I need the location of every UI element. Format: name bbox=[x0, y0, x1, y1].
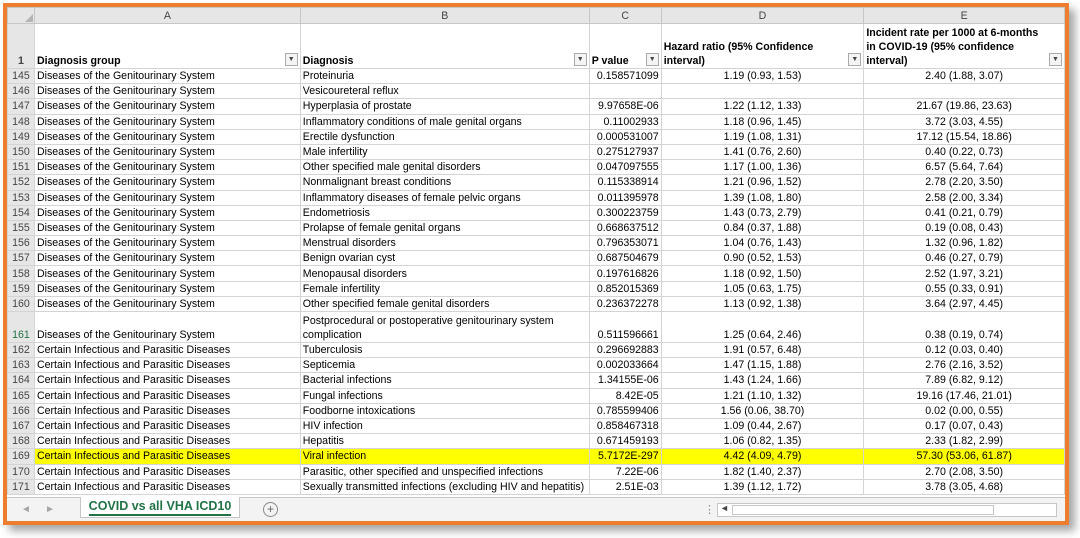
row-number[interactable]: 169 bbox=[8, 449, 35, 464]
header-cell-diagnosis-group[interactable] bbox=[34, 24, 300, 69]
cell-p-value[interactable]: 0.511596661 bbox=[589, 312, 661, 343]
cell-hazard-ratio[interactable]: 1.82 (1.40, 2.37) bbox=[661, 464, 864, 479]
row-number[interactable]: 157 bbox=[8, 251, 35, 266]
cell-hazard-ratio[interactable]: 1.19 (0.93, 1.53) bbox=[661, 69, 864, 84]
cell-hazard-ratio[interactable]: 1.39 (1.12, 1.72) bbox=[661, 479, 864, 494]
row-number[interactable]: 155 bbox=[8, 220, 35, 235]
cell-p-value[interactable]: 7.22E-06 bbox=[589, 464, 661, 479]
cell-p-value[interactable]: 0.002033664 bbox=[589, 358, 661, 373]
cell-p-value[interactable]: 0.300223759 bbox=[589, 205, 661, 220]
header-cell-incident-rate[interactable] bbox=[864, 24, 1065, 69]
cell-diagnosis[interactable]: Inflammatory diseases of female pelvic organs bbox=[300, 190, 589, 205]
cell-diagnosis[interactable]: Tuberculosis bbox=[300, 343, 589, 358]
filter-dropdown-icon[interactable]: ▼ bbox=[848, 53, 861, 66]
cell-p-value[interactable]: 0.785599406 bbox=[589, 403, 661, 418]
cell-diagnosis[interactable]: Nonmalignant breast conditions bbox=[300, 175, 589, 190]
cell-diagnosis[interactable]: Other specified male genital disorders bbox=[300, 160, 589, 175]
cell-incident-rate[interactable]: 2.33 (1.82, 2.99) bbox=[864, 434, 1065, 449]
cell-incident-rate[interactable]: 17.12 (15.54, 18.86) bbox=[864, 129, 1065, 144]
cell-diagnosis[interactable]: Septicemia bbox=[300, 358, 589, 373]
header-cell-p-value[interactable] bbox=[589, 24, 661, 69]
row-number[interactable]: 153 bbox=[8, 190, 35, 205]
table-row bbox=[8, 160, 1065, 175]
cell-p-value[interactable]: 0.000531007 bbox=[589, 129, 661, 144]
cell-diagnosis[interactable]: Other specified female genital disorders bbox=[300, 296, 589, 311]
cell-hazard-ratio[interactable]: 0.90 (0.52, 1.53) bbox=[661, 251, 864, 266]
row-number[interactable]: 165 bbox=[8, 388, 35, 403]
cell-incident-rate[interactable]: 2.70 (2.08, 3.50) bbox=[864, 464, 1065, 479]
cell-hazard-ratio[interactable]: 1.05 (0.63, 1.75) bbox=[661, 281, 864, 296]
row-number[interactable]: 156 bbox=[8, 236, 35, 251]
cell-incident-rate[interactable]: 0.46 (0.27, 0.79) bbox=[864, 251, 1065, 266]
cell-diagnosis-group[interactable]: Diseases of the Genitourinary System bbox=[34, 296, 300, 311]
cell-diagnosis-group[interactable]: Certain Infectious and Parasitic Diseases bbox=[34, 434, 300, 449]
cell-hazard-ratio[interactable]: 1.39 (1.08, 1.80) bbox=[661, 190, 864, 205]
cell-diagnosis-group[interactable]: Diseases of the Genitourinary System bbox=[34, 266, 300, 281]
cell-diagnosis[interactable]: Postprocedural or postoperative genitourinary system complication bbox=[300, 312, 589, 343]
cell-diagnosis-group[interactable]: Diseases of the Genitourinary System bbox=[34, 220, 300, 235]
cell-diagnosis-group[interactable]: Certain Infectious and Parasitic Diseases bbox=[34, 358, 300, 373]
cell-diagnosis[interactable]: Hyperplasia of prostate bbox=[300, 99, 589, 114]
cell-incident-rate[interactable] bbox=[864, 84, 1065, 99]
cell-diagnosis-group[interactable]: Diseases of the Genitourinary System bbox=[34, 160, 300, 175]
row-number[interactable]: 168 bbox=[8, 434, 35, 449]
cell-hazard-ratio[interactable]: 1.09 (0.44, 2.67) bbox=[661, 418, 864, 433]
cell-hazard-ratio[interactable]: 1.56 (0.06, 38.70) bbox=[661, 403, 864, 418]
table-row bbox=[8, 205, 1065, 220]
cell-hazard-ratio[interactable]: 1.18 (0.92, 1.50) bbox=[661, 266, 864, 281]
row-number[interactable]: 167 bbox=[8, 418, 35, 433]
row-number[interactable]: 171 bbox=[8, 479, 35, 494]
row-number[interactable]: 166 bbox=[8, 403, 35, 418]
cell-diagnosis-group[interactable]: Diseases of the Genitourinary System bbox=[34, 99, 300, 114]
cell-diagnosis[interactable]: Erectile dysfunction bbox=[300, 129, 589, 144]
cell-diagnosis[interactable]: Menstrual disorders bbox=[300, 236, 589, 251]
row-number[interactable]: 151 bbox=[8, 160, 35, 175]
cell-diagnosis[interactable]: Parasitic, other specified and unspecified infections bbox=[300, 464, 589, 479]
table-row bbox=[8, 190, 1065, 205]
row-number[interactable]: 1 bbox=[8, 24, 35, 69]
table-row bbox=[8, 479, 1065, 494]
cell-incident-rate[interactable]: 3.72 (3.03, 4.55) bbox=[864, 114, 1065, 129]
cell-p-value[interactable]: 0.11002933 bbox=[589, 114, 661, 129]
cell-diagnosis-group[interactable]: Diseases of the Genitourinary System bbox=[34, 281, 300, 296]
cell-diagnosis[interactable]: Sexually transmitted infections (excluding HIV and hepatitis) bbox=[300, 479, 589, 494]
cell-p-value[interactable]: 0.796353071 bbox=[589, 236, 661, 251]
cell-diagnosis[interactable]: Male infertility bbox=[300, 144, 589, 159]
cell-p-value[interactable]: 2.51E-03 bbox=[589, 479, 661, 494]
row-number[interactable]: 163 bbox=[8, 358, 35, 373]
cell-diagnosis-group[interactable]: Diseases of the Genitourinary System bbox=[34, 190, 300, 205]
row-number[interactable]: 162 bbox=[8, 343, 35, 358]
cell-hazard-ratio[interactable]: 1.18 (0.96, 1.45) bbox=[661, 114, 864, 129]
cell-diagnosis[interactable]: Inflammatory conditions of male genital organs bbox=[300, 114, 589, 129]
horizontal-scrollbar[interactable] bbox=[717, 503, 1057, 517]
row-number[interactable]: 147 bbox=[8, 99, 35, 114]
cell-incident-rate[interactable]: 2.76 (2.16, 3.52) bbox=[864, 358, 1065, 373]
table-row bbox=[8, 312, 1065, 343]
cell-incident-rate[interactable]: 2.52 (1.97, 3.21) bbox=[864, 266, 1065, 281]
cell-diagnosis[interactable]: Prolapse of female genital organs bbox=[300, 220, 589, 235]
cell-incident-rate[interactable]: 19.16 (17.46, 21.01) bbox=[864, 388, 1065, 403]
row-number[interactable]: 150 bbox=[8, 144, 35, 159]
cell-p-value[interactable]: 0.275127937 bbox=[589, 144, 661, 159]
table-row bbox=[8, 144, 1065, 159]
row-number[interactable]: 145 bbox=[8, 69, 35, 84]
table-row bbox=[8, 129, 1065, 144]
header-label: Hazard ratio (95% Confidence interval) bbox=[663, 41, 814, 67]
cell-diagnosis-group[interactable]: Diseases of the Genitourinary System bbox=[34, 129, 300, 144]
cell-diagnosis-group[interactable]: Certain Infectious and Parasitic Diseases bbox=[34, 464, 300, 479]
filter-dropdown-icon[interactable]: ▼ bbox=[1049, 53, 1062, 66]
filter-dropdown-icon[interactable]: ▼ bbox=[285, 53, 298, 66]
cell-hazard-ratio[interactable]: 1.91 (0.57, 6.48) bbox=[661, 343, 864, 358]
cell-incident-rate[interactable]: 0.12 (0.03, 0.40) bbox=[864, 343, 1065, 358]
cell-diagnosis-group[interactable]: Certain Infectious and Parasitic Diseases bbox=[34, 388, 300, 403]
cell-p-value[interactable] bbox=[589, 84, 661, 99]
table-row bbox=[8, 296, 1065, 311]
cell-diagnosis-group[interactable]: Diseases of the Genitourinary System bbox=[34, 69, 300, 84]
cell-incident-rate[interactable]: 0.38 (0.19, 0.74) bbox=[864, 312, 1065, 343]
cell-p-value[interactable]: 0.687504679 bbox=[589, 251, 661, 266]
cell-diagnosis[interactable]: Bacterial infections bbox=[300, 373, 589, 388]
header-label: P value bbox=[591, 55, 629, 67]
cell-hazard-ratio[interactable]: 1.17 (1.00, 1.36) bbox=[661, 160, 864, 175]
cell-p-value[interactable]: 0.296692883 bbox=[589, 343, 661, 358]
cell-p-value[interactable]: 9.97658E-06 bbox=[589, 99, 661, 114]
cell-diagnosis-group[interactable]: Diseases of the Genitourinary System bbox=[34, 251, 300, 266]
cell-diagnosis[interactable]: Foodborne intoxications bbox=[300, 403, 589, 418]
cell-incident-rate[interactable]: 0.17 (0.07, 0.43) bbox=[864, 418, 1065, 433]
table-row bbox=[8, 449, 1065, 464]
header-label: Diagnosis bbox=[302, 55, 354, 67]
cell-diagnosis[interactable]: Fungal infections bbox=[300, 388, 589, 403]
cell-hazard-ratio[interactable]: 1.22 (1.12, 1.33) bbox=[661, 99, 864, 114]
cell-p-value[interactable]: 8.42E-05 bbox=[589, 388, 661, 403]
select-all-corner[interactable] bbox=[8, 8, 35, 24]
cell-incident-rate[interactable]: 3.78 (3.05, 4.68) bbox=[864, 479, 1065, 494]
cell-p-value[interactable]: 0.197616826 bbox=[589, 266, 661, 281]
table-row bbox=[8, 84, 1065, 99]
cell-diagnosis[interactable]: Hepatitis bbox=[300, 434, 589, 449]
cell-incident-rate[interactable]: 21.67 (19.86, 23.63) bbox=[864, 99, 1065, 114]
row-number[interactable]: 170 bbox=[8, 464, 35, 479]
cell-p-value[interactable]: 5.7172E-297 bbox=[589, 449, 661, 464]
cell-p-value[interactable]: 0.858467318 bbox=[589, 418, 661, 433]
table-row bbox=[8, 99, 1065, 114]
cell-incident-rate[interactable]: 2.78 (2.20, 3.50) bbox=[864, 175, 1065, 190]
row-number[interactable]: 160 bbox=[8, 296, 35, 311]
cell-hazard-ratio[interactable]: 1.25 (0.64, 2.46) bbox=[661, 312, 864, 343]
cell-incident-rate[interactable]: 2.40 (1.88, 3.07) bbox=[864, 69, 1065, 84]
table-row bbox=[8, 281, 1065, 296]
cell-hazard-ratio[interactable]: 1.21 (0.96, 1.52) bbox=[661, 175, 864, 190]
cell-diagnosis-group[interactable]: Diseases of the Genitourinary System bbox=[34, 236, 300, 251]
table-row bbox=[8, 236, 1065, 251]
cell-diagnosis-group[interactable]: Diseases of the Genitourinary System bbox=[34, 84, 300, 99]
row-number[interactable]: 146 bbox=[8, 84, 35, 99]
cell-incident-rate[interactable]: 3.64 (2.97, 4.45) bbox=[864, 296, 1065, 311]
table-row bbox=[8, 373, 1065, 388]
row-number[interactable]: 148 bbox=[8, 114, 35, 129]
column-header-d[interactable]: D bbox=[661, 8, 864, 24]
scroll-left-icon[interactable]: ◄ bbox=[720, 503, 729, 513]
row-number[interactable]: 164 bbox=[8, 373, 35, 388]
row-number[interactable]: 149 bbox=[8, 129, 35, 144]
row-number[interactable]: 159 bbox=[8, 281, 35, 296]
cell-diagnosis[interactable]: Benign ovarian cyst bbox=[300, 251, 589, 266]
cell-diagnosis-group[interactable]: Diseases of the Genitourinary System bbox=[34, 312, 300, 343]
header-label: Diagnosis group bbox=[36, 55, 121, 67]
cell-p-value[interactable]: 1.34155E-06 bbox=[589, 373, 661, 388]
header-cell-diagnosis[interactable] bbox=[300, 24, 589, 69]
spreadsheet-grid[interactable] bbox=[7, 7, 1065, 497]
cell-diagnosis[interactable]: Endometriosis bbox=[300, 205, 589, 220]
cell-p-value[interactable]: 0.668637512 bbox=[589, 220, 661, 235]
cell-hazard-ratio[interactable]: 1.47 (1.15, 1.88) bbox=[661, 358, 864, 373]
cell-incident-rate[interactable]: 7.89 (6.82, 9.12) bbox=[864, 373, 1065, 388]
cell-p-value[interactable]: 0.011395978 bbox=[589, 190, 661, 205]
cell-p-value[interactable]: 0.158571099 bbox=[589, 69, 661, 84]
table-row bbox=[8, 358, 1065, 373]
row-number[interactable]: 161 bbox=[8, 312, 35, 343]
cell-p-value[interactable]: 0.671459193 bbox=[589, 434, 661, 449]
cell-hazard-ratio[interactable]: 1.06 (0.82, 1.35) bbox=[661, 434, 864, 449]
worksheet-table bbox=[7, 7, 1065, 495]
column-header-e[interactable]: E bbox=[864, 8, 1065, 24]
table-row bbox=[8, 69, 1065, 84]
filter-dropdown-icon[interactable]: ▼ bbox=[646, 53, 659, 66]
row-number[interactable]: 152 bbox=[8, 175, 35, 190]
prev-sheet-icon[interactable]: ◄ bbox=[21, 504, 31, 515]
cell-diagnosis-group[interactable]: Certain Infectious and Parasitic Diseases bbox=[34, 403, 300, 418]
cell-diagnosis[interactable]: HIV infection bbox=[300, 418, 589, 433]
cell-incident-rate[interactable]: 0.40 (0.22, 0.73) bbox=[864, 144, 1065, 159]
cell-diagnosis-group[interactable]: Diseases of the Genitourinary System bbox=[34, 144, 300, 159]
cell-incident-rate[interactable]: 0.55 (0.33, 0.91) bbox=[864, 281, 1065, 296]
cell-diagnosis[interactable]: Proteinuria bbox=[300, 69, 589, 84]
column-header-a[interactable]: A bbox=[34, 8, 300, 24]
cell-hazard-ratio[interactable] bbox=[661, 84, 864, 99]
cell-diagnosis-group[interactable]: Diseases of the Genitourinary System bbox=[34, 205, 300, 220]
table-row bbox=[8, 434, 1065, 449]
column-header-c[interactable]: C bbox=[589, 8, 661, 24]
cell-diagnosis-group[interactable]: Certain Infectious and Parasitic Diseases bbox=[34, 373, 300, 388]
cell-diagnosis-group[interactable]: Certain Infectious and Parasitic Diseases bbox=[34, 479, 300, 494]
table-row bbox=[8, 464, 1065, 479]
cell-p-value[interactable]: 0.115338914 bbox=[589, 175, 661, 190]
cell-p-value[interactable]: 0.852015369 bbox=[589, 281, 661, 296]
cell-incident-rate[interactable]: 57.30 (53.06, 61.87) bbox=[864, 449, 1065, 464]
cell-incident-rate[interactable]: 6.57 (5.64, 7.64) bbox=[864, 160, 1065, 175]
table-row bbox=[8, 343, 1065, 358]
table-row bbox=[8, 220, 1065, 235]
screenshot-frame bbox=[3, 3, 1069, 525]
header-label: Incident rate per 1000 at 6-months in COVID-19 (95% confidence interval) bbox=[866, 27, 1039, 67]
add-sheet-icon[interactable]: + bbox=[263, 502, 278, 517]
cell-diagnosis[interactable]: Viral infection bbox=[300, 449, 589, 464]
cell-incident-rate[interactable]: 1.32 (0.96, 1.82) bbox=[864, 236, 1065, 251]
cell-diagnosis-group[interactable]: Diseases of the Genitourinary System bbox=[34, 175, 300, 190]
table-row bbox=[8, 403, 1065, 418]
cell-p-value[interactable]: 0.236372278 bbox=[589, 296, 661, 311]
cell-diagnosis-group[interactable]: Certain Infectious and Parasitic Diseases bbox=[34, 449, 300, 464]
table-row bbox=[8, 418, 1065, 433]
cell-hazard-ratio[interactable]: 1.04 (0.76, 1.43) bbox=[661, 236, 864, 251]
column-header-b[interactable]: B bbox=[300, 8, 589, 24]
table-row bbox=[8, 251, 1065, 266]
cell-diagnosis[interactable]: Vesicoureteral reflux bbox=[300, 84, 589, 99]
sheet-tab-bar bbox=[7, 497, 1065, 522]
table-row bbox=[8, 114, 1065, 129]
cell-diagnosis-group[interactable]: Certain Infectious and Parasitic Diseases bbox=[34, 343, 300, 358]
sheet-tab-active[interactable]: COVID vs all VHA ICD10 bbox=[80, 497, 240, 518]
cell-hazard-ratio[interactable]: 4.42 (4.09, 4.79) bbox=[661, 449, 864, 464]
tab-splitter-handle[interactable]: ⋮ bbox=[704, 504, 715, 516]
cell-hazard-ratio[interactable]: 1.43 (0.73, 2.79) bbox=[661, 205, 864, 220]
cell-p-value[interactable]: 0.047097555 bbox=[589, 160, 661, 175]
cell-hazard-ratio[interactable]: 1.41 (0.76, 2.60) bbox=[661, 144, 864, 159]
row-number[interactable]: 154 bbox=[8, 205, 35, 220]
scrollbar-thumb[interactable] bbox=[732, 505, 994, 515]
column-header-row bbox=[8, 8, 1065, 24]
header-cell-hazard-ratio[interactable] bbox=[661, 24, 864, 69]
cell-incident-rate[interactable]: 2.58 (2.00, 3.34) bbox=[864, 190, 1065, 205]
row-number[interactable]: 158 bbox=[8, 266, 35, 281]
cell-hazard-ratio[interactable]: 1.19 (1.08, 1.31) bbox=[661, 129, 864, 144]
next-sheet-icon[interactable]: ► bbox=[45, 504, 55, 515]
filter-dropdown-icon[interactable]: ▼ bbox=[574, 53, 587, 66]
cell-incident-rate[interactable]: 0.02 (0.00, 0.55) bbox=[864, 403, 1065, 418]
table-row bbox=[8, 266, 1065, 281]
cell-diagnosis[interactable]: Female infertility bbox=[300, 281, 589, 296]
table-header-row bbox=[8, 24, 1065, 69]
cell-hazard-ratio[interactable]: 1.13 (0.92, 1.38) bbox=[661, 296, 864, 311]
cell-hazard-ratio[interactable]: 1.43 (1.24, 1.66) bbox=[661, 373, 864, 388]
cell-incident-rate[interactable]: 0.19 (0.08, 0.43) bbox=[864, 220, 1065, 235]
cell-diagnosis[interactable]: Menopausal disorders bbox=[300, 266, 589, 281]
cell-hazard-ratio[interactable]: 0.84 (0.37, 1.88) bbox=[661, 220, 864, 235]
cell-hazard-ratio[interactable]: 1.21 (1.10, 1.32) bbox=[661, 388, 864, 403]
table-row bbox=[8, 388, 1065, 403]
cell-incident-rate[interactable]: 0.41 (0.21, 0.79) bbox=[864, 205, 1065, 220]
cell-diagnosis-group[interactable]: Certain Infectious and Parasitic Diseases bbox=[34, 418, 300, 433]
cell-diagnosis-group[interactable]: Diseases of the Genitourinary System bbox=[34, 114, 300, 129]
table-row bbox=[8, 175, 1065, 190]
